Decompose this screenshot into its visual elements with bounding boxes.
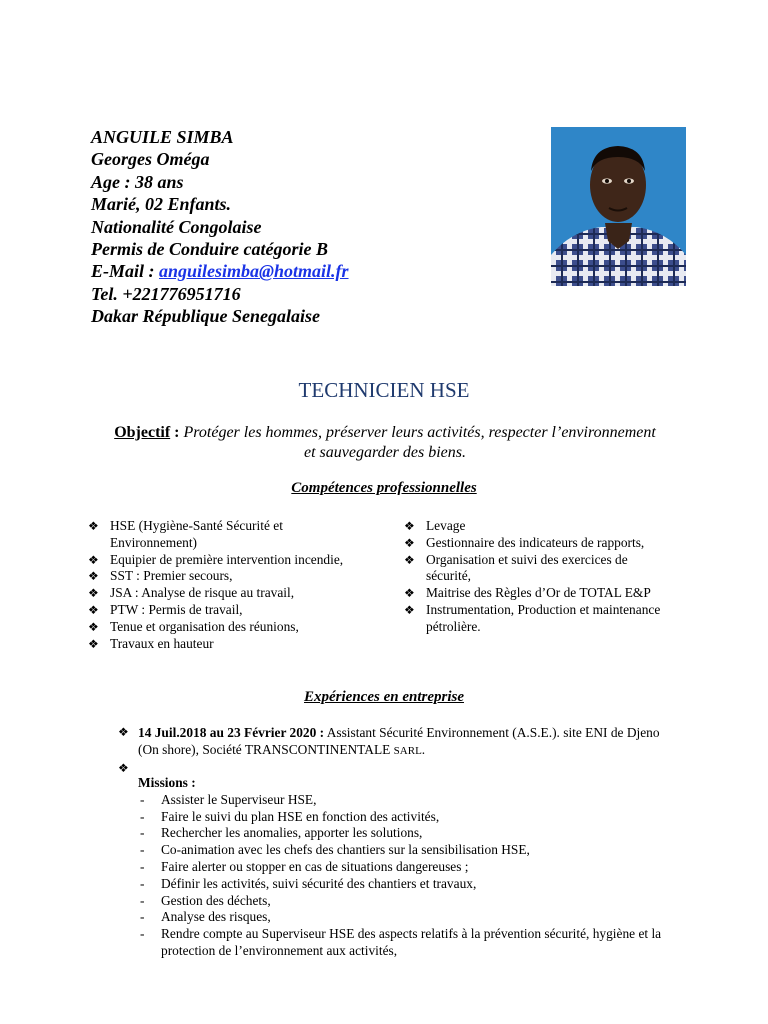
dash-icon: - [140,926,145,942]
dash-icon: - [140,909,145,925]
dash-icon: - [140,892,145,908]
objective-label: Objectif [114,424,171,441]
skill-item: ❖ JSA : Analyse de risque au travail, [88,585,295,601]
skill-item: ❖ HSE (Hygiène-Santé Sécurité et Environnement) [88,518,283,550]
dash-icon: - [140,858,145,874]
bullet-icon: ❖ [404,602,415,617]
skill-item: ❖ Maitrise des Règles d’Or de TOTAL E&P [404,585,651,601]
bullet-icon: ❖ [118,761,129,775]
skill-item: ❖ Equipier de première intervention incendie, [88,551,344,567]
objective [110,423,660,463]
dash-icon: - [140,808,145,824]
experience-description: Assistant Sécurité Environnement (A.S.E.). site ENI de Djeno (On shore), Société TRANSCONTINENTALE [138,725,660,757]
mission-item: - Assister le Superviseur HSE, [140,791,317,807]
name-first: Georges Oméga [91,149,210,170]
bullet-icon: ❖ [118,725,129,739]
company-suffix: SARL [393,745,422,757]
age: Age : 38 ans [91,171,184,192]
description-end: . [421,742,426,757]
mission-item: - Analyse des risques, [140,909,271,925]
experience-row [118,724,678,760]
email-link[interactable]: anguilesimba@hotmail.fr [159,261,349,282]
skill-item: ❖ SST : Premier secours, [88,568,233,584]
job-title: TECHNICIEN HSE [298,378,470,402]
bullet-icon: ❖ [88,552,99,567]
missions [138,775,678,960]
mission-item: - Rendre compte au Superviseur HSE des aspects relatifs à la prévention sécurité, hygiène et la protection de l’environnement aux activités, [140,926,662,958]
mission-item: - Gestion des déchets, [140,892,271,908]
email-line [91,260,531,282]
bullet-icon: ❖ [88,636,99,651]
mission-item: - Faire le suivi du plan HSE en fonction des activités, [140,808,440,824]
driving-license: Permis de Conduire catégorie B [91,239,328,260]
bullet-icon: ❖ [404,552,415,567]
experience-title: Expériences en entreprise [304,689,464,705]
objective-separator: : [170,424,184,441]
email-label: E-Mail : [91,261,160,282]
dash-icon: - [140,875,145,891]
name-last: ANGUILE SIMBA [91,127,234,147]
dash-icon: - [140,791,145,807]
missions-title: Missions : [138,775,196,790]
skills-title: Compétences professionnelles [291,480,477,496]
skills-left-list [88,518,350,652]
dash-icon: - [140,825,145,841]
mission-item: - Définir les activités, suivi sécurité des chantiers et travaux, [140,875,477,891]
objective-text: Protéger les hommes, préserver leurs activités, respecter l’environnement et sauvegarder des biens. [183,424,656,461]
bullet-icon: ❖ [404,586,415,601]
marital-status: Marié, 02 Enfants. [91,194,232,215]
nationality: Nationalité Congolaise [91,216,262,237]
skill-item: ❖ Travaux en hauteur [88,635,214,651]
bullet-icon: ❖ [88,586,99,601]
missions-list [138,792,678,960]
skill-item: ❖ Tenue et organisation des réunions, [88,618,299,634]
city: Dakar République Senegalaise [91,306,321,327]
experience-entry [118,724,678,777]
bullet-icon: ❖ [404,535,415,550]
bullet-icon: ❖ [88,619,99,634]
experience-dates: 14 Juil.2018 au 23 Février 2020 : [138,725,325,740]
skill-item: ❖ Levage [404,518,466,533]
skill-item: ❖ Gestionnaire des indicateurs de rapports, [404,534,645,550]
bullet-icon: ❖ [88,519,99,533]
bullet-icon: ❖ [404,519,415,533]
phone: Tel. +221776951716 [91,283,241,304]
profile-photo [551,127,686,286]
bullet-icon: ❖ [88,602,99,617]
mission-item: - Rechercher les anomalies, apporter les solutions, [140,825,423,841]
mission-item: - Faire alerter ou stopper en cas de situations dangereuses ; [140,858,469,874]
mission-item: - Co-animation avec les chefs des chantiers sur la sensibilisation HSE, [140,842,530,858]
dash-icon: - [140,842,145,858]
personal-info [91,126,531,328]
skills-right-list [404,518,672,636]
skill-item: ❖ Organisation et suivi des exercices de sécurité, [404,551,628,584]
bullet-icon: ❖ [88,569,99,584]
skill-item: ❖ PTW : Permis de travail, [88,601,243,617]
skill-item: ❖ Instrumentation, Production et maintenance pétrolière. [404,601,661,634]
